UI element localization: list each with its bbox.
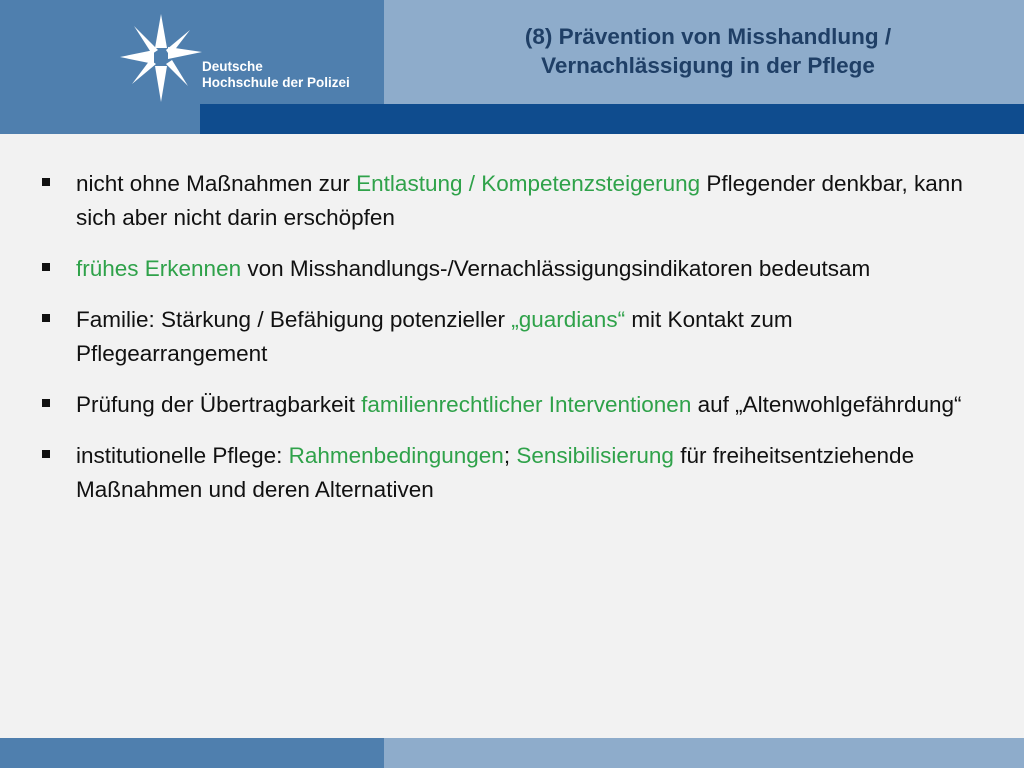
square-bullet-icon — [42, 450, 50, 458]
bullet-list — [40, 167, 980, 524]
bullet-highlight: familienrechtlicher Interventionen — [361, 392, 692, 417]
bullet-item-4 — [40, 388, 980, 422]
square-bullet-icon — [42, 314, 50, 322]
bullet-text: mit Kontakt zum Pflegearrangement — [76, 307, 793, 366]
bullet-text: Pflegender denkbar, kann sich aber nicht darin erschöpfen — [76, 171, 963, 230]
slide-title-line-1: (8) Prävention von Misshandlung / — [524, 24, 892, 49]
bullet-text: Familie: Stärkung / Befähigung potenzieller — [76, 307, 512, 332]
footer-left-bar — [0, 738, 384, 768]
bullet-item-1 — [40, 167, 980, 235]
square-bullet-icon — [42, 399, 50, 407]
bullet-item-2 — [40, 252, 980, 286]
bullet-text: institutionelle Pflege: — [76, 443, 289, 468]
bullet-highlight: Entlastung / Kompetenzsteigerung — [356, 171, 701, 196]
slide-title — [408, 22, 1008, 80]
square-bullet-icon — [42, 263, 50, 271]
bullet-highlight: frühes Erkennen — [76, 256, 242, 281]
slide-title-line-2: Vernachlässigung in der Pflege — [541, 53, 875, 78]
bullet-text: nicht ohne Maßnahmen zur — [76, 171, 357, 196]
bullet-text: ; — [503, 443, 517, 468]
bullet-highlight: Sensibilisierung — [516, 443, 674, 468]
bullet-text: für freiheitsentziehende Maßnahmen und deren Alternativen — [76, 443, 915, 502]
square-bullet-icon — [42, 178, 50, 186]
bullet-item-3 — [40, 303, 980, 371]
bullet-text: auf „Altenwohlgefährdung“ — [691, 392, 962, 417]
bullet-highlight: Rahmenbedingungen — [288, 443, 504, 468]
compass-star-icon — [116, 10, 206, 105]
logo-line-1: Deutsche — [202, 59, 263, 74]
bullet-item-5 — [40, 439, 980, 507]
header-accent-bar — [200, 104, 1024, 134]
bullet-highlight: „guardians“ — [511, 307, 626, 332]
logo-line-2: Hochschule der Polizei — [202, 75, 350, 90]
footer-right-bar — [384, 738, 1024, 768]
institution-logo-text — [202, 59, 350, 91]
bullet-text: von Misshandlungs-/Vernachlässigungsindikatoren bedeutsam — [241, 256, 871, 281]
bullet-text: Prüfung der Übertragbarkeit — [76, 392, 362, 417]
